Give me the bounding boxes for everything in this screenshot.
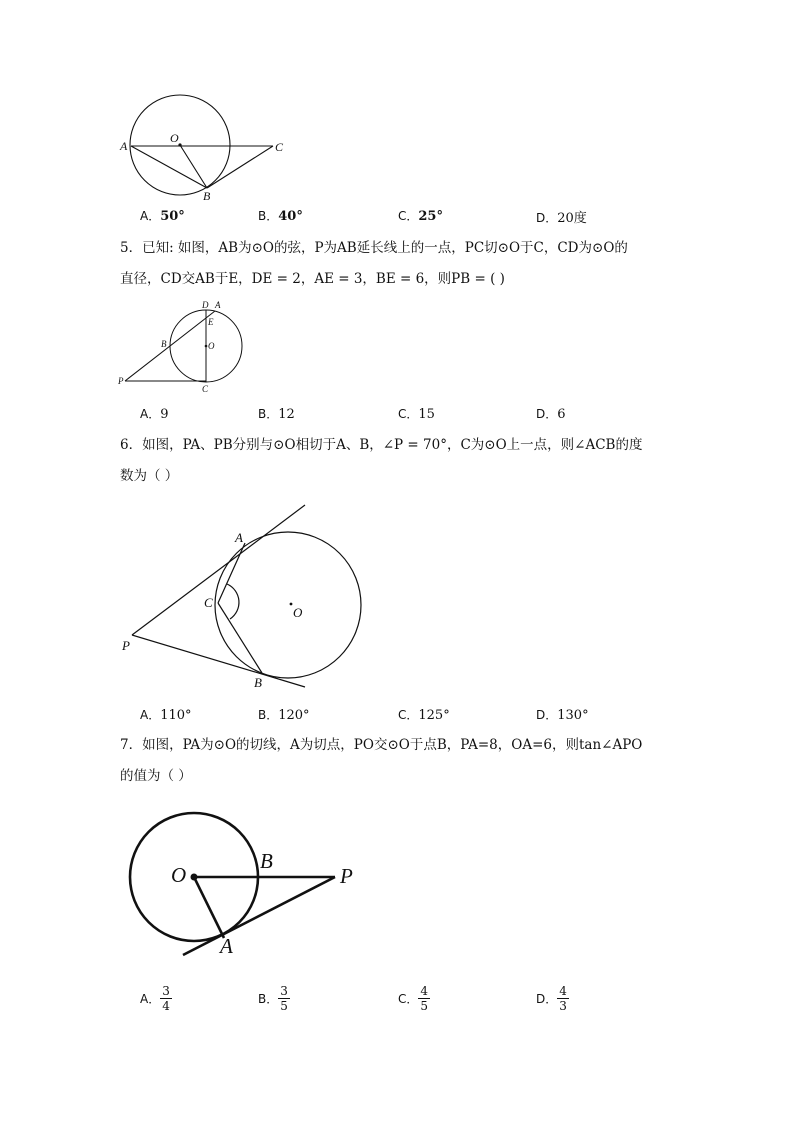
q5-option-b[interactable]: B．12 [258,407,295,422]
q5-label-b: B [161,339,167,349]
q5-label-d: D [202,300,209,310]
q5-label-a: A [215,300,221,310]
q6-tangent-pb [132,635,305,687]
q6-option-d[interactable]: D．130° [536,708,589,723]
q7-option-b[interactable]: B． $\frac{3}{5}$ [258,984,288,1013]
q7-text [120,730,680,792]
q7-figure [120,810,370,960]
q4-line-ab [131,146,207,188]
q6-options [0,706,794,730]
q7-line-1: 7．如图，PA为⊙O的切线，A为切点，PO交⊙O于点B，PA=8，OA=6，则tan∠APO [120,737,643,753]
q5-option-d[interactable]: D．6 [536,407,566,422]
q4-figure [110,90,300,205]
q5-options [0,405,794,429]
q7-label-b: B [260,849,273,873]
q7-option-a[interactable]: A． $\frac{3}{4}$ [140,984,170,1013]
q7-label-a: A [220,934,233,958]
q6-option-b[interactable]: B．120° [258,708,310,723]
q6-label-a: A [235,530,243,545]
q6-circle [215,532,361,678]
q4-option-d[interactable]: D．20度 [536,211,587,226]
q7-label-p: P [340,864,353,888]
q5-label-e: E [208,317,214,327]
q4-options [0,207,794,231]
q5-line-2: 直径，CD交AB于E，DE = 2，AE = 3，BE = 6，则PB = ( ) [120,271,505,287]
q6-tangent-pa [132,505,305,635]
q7-fraction-c: $\frac{4}{5}$ [420,984,429,1013]
q5-line-pa [125,311,215,381]
q5-label-o: O [208,341,215,351]
q7-center-dot [191,874,198,881]
q6-text [120,430,680,492]
q4-label-o: O [170,131,179,145]
q7-label-o: O [171,863,187,887]
q4-center-dot [178,143,181,146]
q6-line-2: 数为（ ） [120,468,179,484]
q5-figure [115,298,255,398]
q5-option-a[interactable]: A．9 [140,407,169,422]
q4-line-ob [180,145,207,188]
q7-fraction-b: $\frac{3}{5}$ [280,984,288,1013]
q5-line-1: 5．已知: 如图，AB为⊙O的弦，P为AB延长线上的一点，PC切⊙O于C，CD为⊙O的 [120,240,628,256]
q7-option-d[interactable]: D． $\frac{4}{3}$ [536,984,567,1013]
q4-option-c[interactable]: C．25° [398,209,443,224]
q6-label-p: P [122,638,130,653]
q4-option-a[interactable]: A．50° [140,209,185,224]
q6-figure [115,495,375,695]
q5-center-dot [205,345,208,348]
q7-line-2: 的值为（ ） [120,768,192,784]
q5-label-c: C [202,384,209,394]
q4-option-b[interactable]: B．40° [258,209,303,224]
q5-text [120,233,680,295]
q6-label-o: O [293,605,303,620]
q7-fraction-a: $\frac{3}{4}$ [162,984,170,1013]
q4-label-c: C [275,140,284,154]
q6-label-c: C [204,595,213,610]
q7-radius-oa [194,877,224,938]
q6-label-b: B [254,675,262,690]
q4-label-a: A [120,139,128,153]
q6-option-a[interactable]: A．110° [140,708,192,723]
q7-tangent-pa [183,877,335,955]
q5-label-p: P [118,376,124,386]
q6-center-dot [290,603,293,606]
q7-fraction-d: $\frac{4}{3}$ [559,984,567,1013]
q7-options [0,984,794,1024]
q7-option-c[interactable]: C． $\frac{4}{5}$ [398,984,429,1013]
q5-option-c[interactable]: C．15 [398,407,435,422]
q4-label-b: B [203,189,211,203]
q6-line-1: 6．如图，PA、PB分别与⊙O相切于A、B，∠P = 70°，C为⊙O上一点，则∠ACB的度 [120,437,643,453]
q6-option-c[interactable]: C．125° [398,708,450,723]
q6-angle-arc [227,584,239,619]
q4-line-bc [207,146,273,188]
